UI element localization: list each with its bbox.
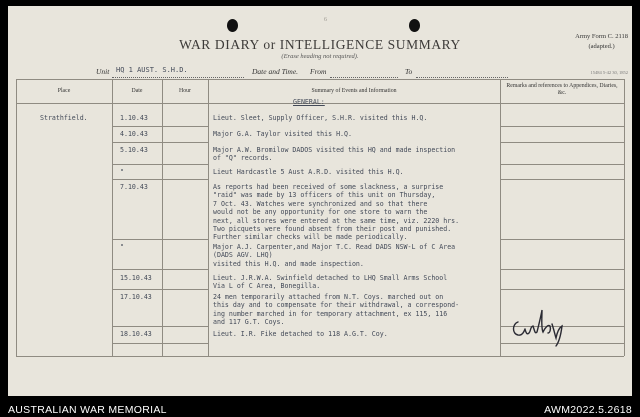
column-divider — [16, 79, 17, 356]
entry-date: " — [120, 168, 124, 176]
row-separator — [500, 179, 624, 180]
row-separator — [112, 326, 208, 327]
row-separator — [112, 179, 208, 180]
entry-date: 18.10.43 — [120, 330, 152, 338]
from-label: From — [310, 67, 327, 76]
form-reference-line: (adapted.) — [588, 43, 615, 50]
print-code: 15484 5-42 30, 1852 — [590, 70, 628, 75]
entry-date: 15.10.43 — [120, 274, 152, 282]
unit-label: Unit — [96, 67, 110, 76]
date-time-label: Date and Time. — [252, 67, 299, 76]
column-header-date: Date — [131, 88, 143, 94]
punch-hole — [409, 19, 420, 32]
entry-text: Major G.A. Taylor visited this H.Q. — [213, 130, 352, 138]
table-bottom-border — [16, 356, 624, 357]
from-underline — [330, 77, 398, 78]
entry-text: As reports had been received of some slackness, a surprise "raid" was made by 13 officers of this unit on Thursday, 7 Oct. 43. Watches were synchronized and so that there would not be any opportunity for one store to warn the next, all stores were entered at the same time, viz. 2220 hrs. Two picquets were found absent from their post and punished. Further similar checks will be made periodically. — [213, 183, 460, 242]
row-separator — [112, 269, 208, 270]
column-header-summary: Summary of Events and Information — [311, 88, 397, 94]
row-separator — [112, 343, 208, 344]
unit-value: HQ 1 AUST. S.H.D. — [116, 66, 188, 74]
entry-text: Lieut Hardcastle 5 Aust A.R.D. visited this H.Q. — [213, 168, 404, 176]
entry-date: 1.10.43 — [120, 114, 148, 122]
section-heading: GENERAL: — [293, 98, 325, 106]
row-separator — [500, 289, 624, 290]
column-divider — [624, 79, 625, 356]
punch-hole — [227, 19, 238, 32]
row-separator — [112, 289, 208, 290]
footer-institution: AUSTRALIAN WAR MEMORIAL — [8, 404, 167, 416]
entry-date: 7.10.43 — [120, 183, 148, 191]
row-separator — [500, 164, 624, 165]
column-divider — [208, 79, 209, 356]
form-title: WAR DIARY or INTELLIGENCE SUMMARY — [179, 37, 461, 52]
column-header-place: Place — [57, 88, 71, 94]
entry-text: Major A.J. Carpenter,and Major T.C. Read DADS NSW-L of C Area (DADS AGV. LHQ) visited this H.Q. and made inspection. — [213, 243, 456, 268]
entry-date: 17.10.43 — [120, 293, 152, 301]
entry-text: Lieut. Sleet, Supply Officer, S.H.R. visited this H.Q. — [213, 114, 428, 122]
form-reference — [575, 32, 628, 52]
page-number: 6 — [324, 17, 327, 23]
column-header-hour: Hour — [179, 88, 191, 94]
table-top-border — [16, 79, 624, 80]
entry-text: Lieut. J.R.W.A. Swinfield detached to LHQ Small Arms School Via L of C Area, Bonegilla. — [213, 274, 448, 291]
row-separator — [112, 164, 208, 165]
row-separator — [500, 269, 624, 270]
unit-underline — [112, 77, 244, 78]
entry-text: Lieut. I.R. Fike detached to 118 A.G.T. Coy. — [213, 330, 388, 338]
row-separator — [500, 239, 624, 240]
entry-date: " — [120, 243, 124, 251]
row-separator — [112, 239, 208, 240]
column-divider — [112, 79, 113, 356]
row-separator — [112, 126, 208, 127]
column-header-remarks: Remarks and references to Appendices, Diaries, &c. — [506, 83, 618, 96]
form-reference-line: Army Form C. 2118 — [575, 33, 628, 40]
column-divider — [162, 79, 163, 356]
entry-text: Major A.W. Bromilow DADOS visited this HQ and made inspection of "Q" records. — [213, 146, 456, 163]
diary-sheet — [8, 6, 632, 396]
form-subtitle: (Erase heading not required). — [281, 53, 359, 60]
to-label: To — [405, 67, 413, 76]
to-underline — [416, 77, 508, 78]
entry-text: 24 men temporarily attached from N.T. Coys. marched out on this day and to compensate for their withdrawal, a correspond- ing number marched in for temporary attachment, ex 115, 116 and 117 G.T. Coys. — [213, 293, 460, 327]
column-divider — [500, 79, 501, 356]
row-separator — [112, 142, 208, 143]
entry-place: Strathfield. — [40, 114, 88, 122]
entry-date: 4.10.43 — [120, 130, 148, 138]
entry-date: 5.10.43 — [120, 146, 148, 154]
row-separator — [500, 142, 624, 143]
row-separator — [500, 126, 624, 127]
signature-image — [508, 302, 568, 348]
footer-catalogue-id: AWM2022.5.2618 — [544, 404, 632, 416]
